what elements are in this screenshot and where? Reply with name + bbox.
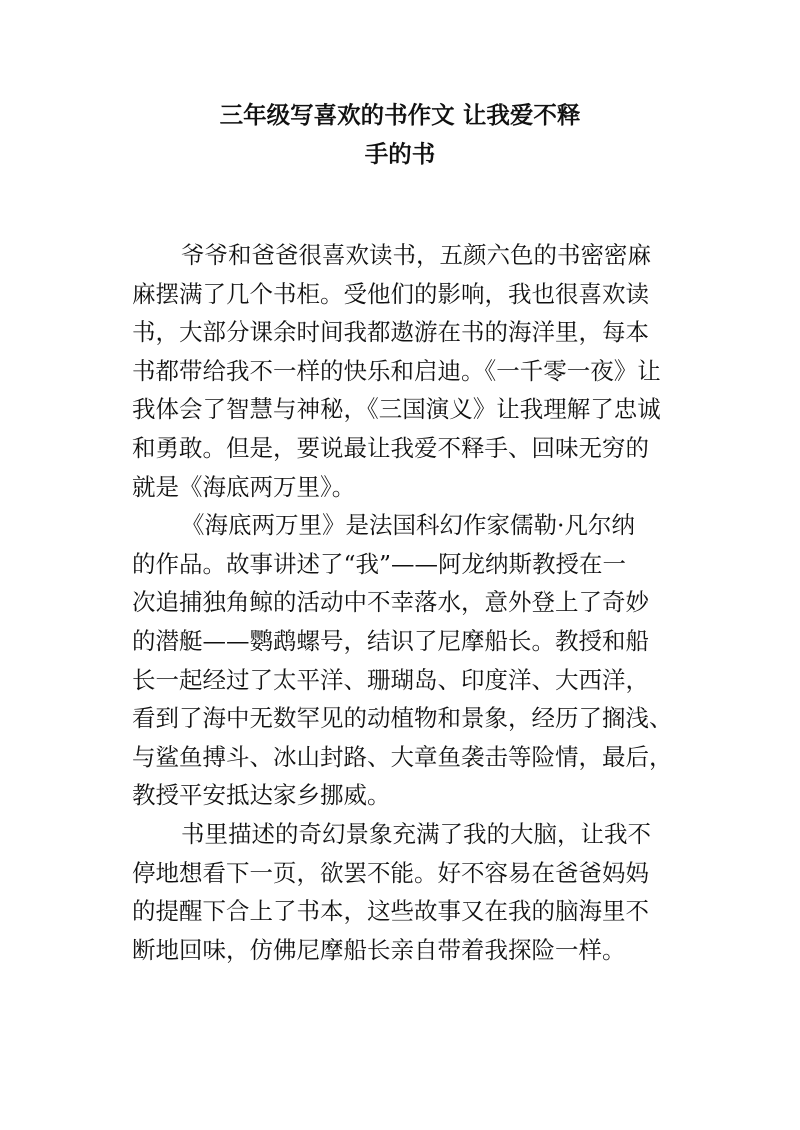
text-line: 断地回味，仿佛尼摩船长亲自带着我探险一样。 xyxy=(132,935,626,964)
text-line: 书，大部分课余时间我都遨游在书的海洋里，每本 xyxy=(132,318,649,347)
document-body xyxy=(132,236,672,969)
text-line: 的潜艇——鹦鹉螺号，结识了尼摩船长。教授和船 xyxy=(132,626,649,655)
text-line: 麻摆满了几个书柜。受他们的影响，我也很喜欢读 xyxy=(132,279,649,308)
text-line: 次追捕独角鲸的活动中不幸落水，意外登上了奇妙 xyxy=(132,588,649,617)
text-line: 与鲨鱼搏斗、冰山封路、大章鱼袭击等险情，最后， xyxy=(132,742,673,771)
text-line: 和勇敢。但是，要说最让我爱不释手、回味无穷的 xyxy=(132,433,649,462)
paragraph xyxy=(132,815,672,969)
text-line: 爷爷和爸爸很喜欢读书，五颜六色的书密密麻 xyxy=(181,241,651,269)
text-line: 书都带给我不一样的快乐和启迪。《一千零一夜》让 xyxy=(132,356,661,385)
text-line: 就是《海底两万里》。 xyxy=(132,472,356,501)
text-line: 的提醒下合上了书本，这些故事又在我的脑海里不 xyxy=(132,897,649,926)
title-line: 手的书 xyxy=(364,139,436,168)
text-line: 我体会了智慧与神秘，《三国演义》让我理解了忠诚 xyxy=(132,395,661,424)
text-line: 《海底两万里》是法国科幻作家儒勒·凡尔纳 xyxy=(181,511,635,540)
text-line: 长一起经过了太平洋、珊瑚岛、印度洋、大西洋， xyxy=(132,665,649,694)
text-line: 的作品。故事讲述了“我”——阿龙纳斯教授在一 xyxy=(132,549,627,578)
paragraph xyxy=(132,506,672,815)
text-line: 看到了海中无数罕见的动植物和景象，经历了搁浅、 xyxy=(132,704,673,733)
title-line: 三年级写喜欢的书作文 让我爱不释 xyxy=(219,101,581,129)
paragraph xyxy=(132,236,672,506)
text-line: 书里描述的奇幻景象充满了我的大脑，让我不 xyxy=(181,819,651,848)
text-line: 教授平安抵达家乡挪威。 xyxy=(132,781,391,810)
text-line: 停地想看下一页，欲罢不能。好不容易在爸爸妈妈 xyxy=(132,858,649,887)
document-title xyxy=(100,96,700,173)
